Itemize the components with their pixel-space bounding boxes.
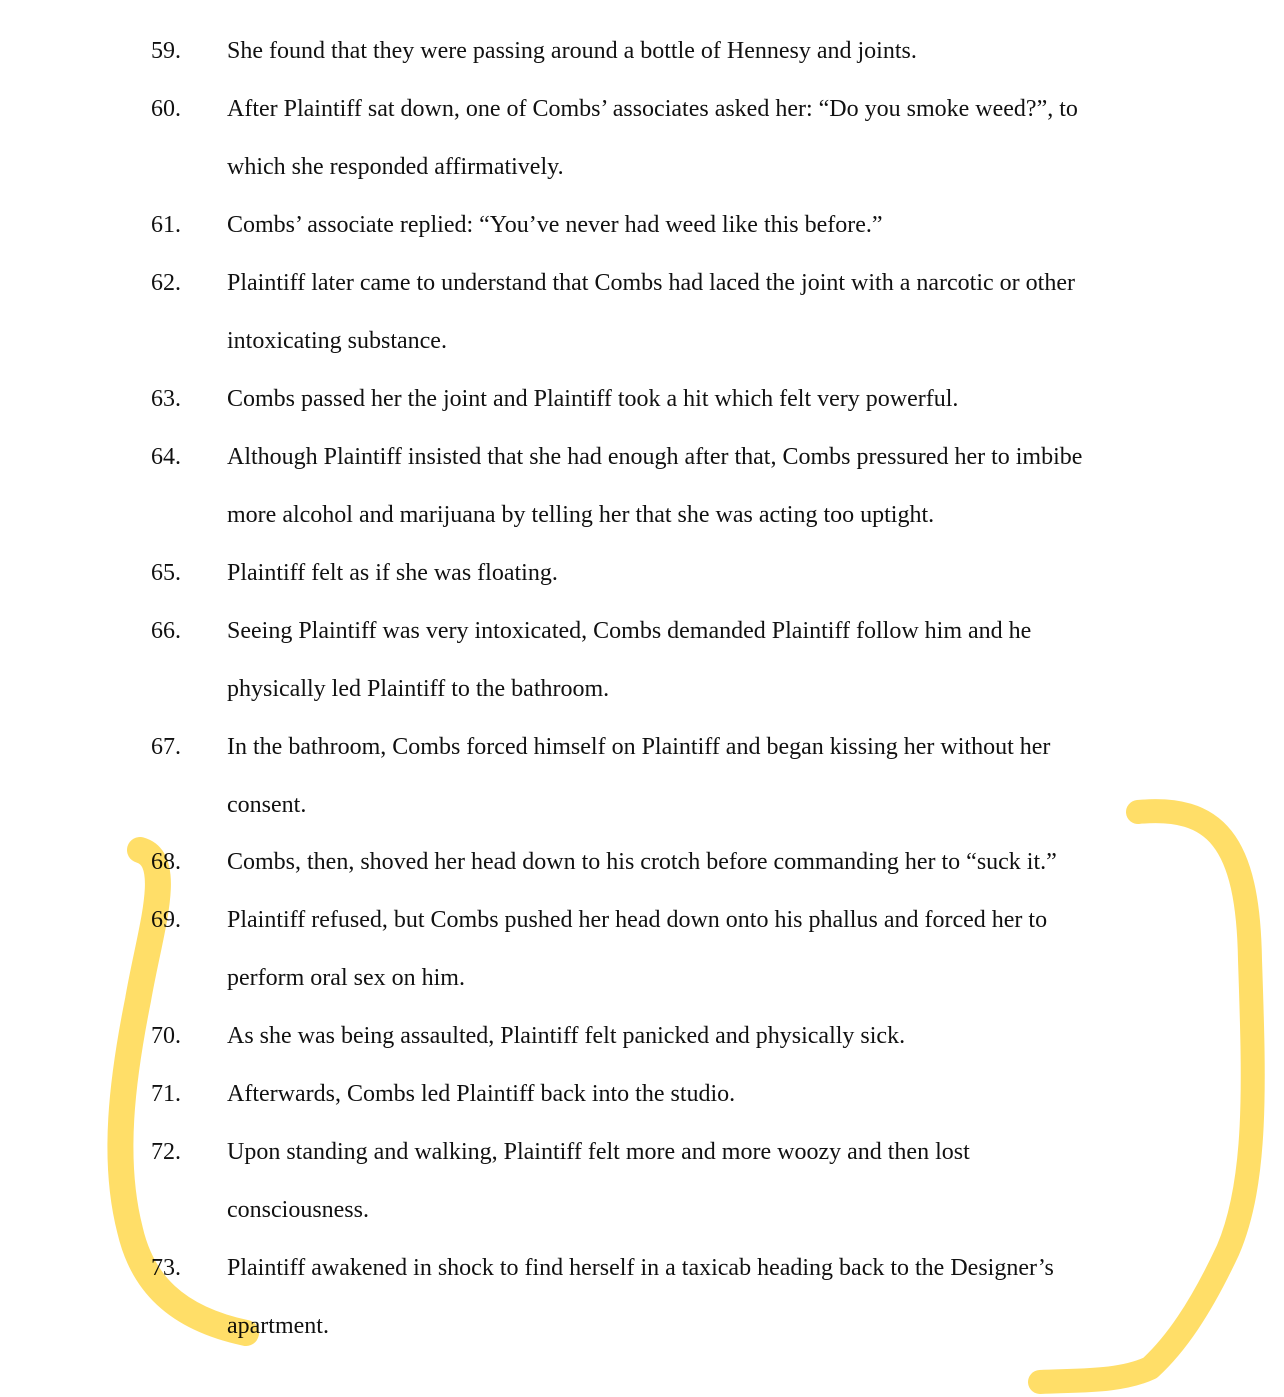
paragraph-number: 71. <box>151 1081 181 1107</box>
paragraph-number: 68. <box>151 849 181 875</box>
paragraph-line: Seeing Plaintiff was very intoxicated, Combs demanded Plaintiff follow him and he <box>227 618 1032 644</box>
paragraph-number: 73. <box>151 1255 181 1281</box>
paragraph-line: Combs, then, shoved her head down to his crotch before commanding her to “suck it.” <box>227 849 1057 875</box>
paragraph-text <box>227 1007 1147 1065</box>
paragraph-line: Although Plaintiff insisted that she had enough after that, Combs pressured her to imbibe <box>227 444 1083 470</box>
paragraph-text <box>227 370 1147 428</box>
paragraph-line: Combs passed her the joint and Plaintiff took a hit which felt very powerful. <box>227 386 959 412</box>
paragraph-number: 62. <box>151 270 181 296</box>
paragraph-line: intoxicating substance. <box>227 328 447 354</box>
paragraph-line: consent. <box>227 792 307 818</box>
paragraph-line: She found that they were passing around a bottle of Hennesy and joints. <box>227 38 917 64</box>
paragraph-line: Combs’ associate replied: “You’ve never had weed like this before.” <box>227 212 883 238</box>
paragraph-line: physically led Plaintiff to the bathroom. <box>227 676 610 702</box>
paragraph-text <box>227 1123 1147 1239</box>
paragraph-text <box>227 833 1147 891</box>
paragraph-number: 66. <box>151 618 181 644</box>
paragraph-text <box>227 718 1147 834</box>
paragraph-line: In the bathroom, Combs forced himself on Plaintiff and began kissing her without her <box>227 734 1051 760</box>
paragraph-line: Plaintiff refused, but Combs pushed her head down onto his phallus and forced her to <box>227 907 1048 933</box>
paragraph-number: 64. <box>151 444 181 470</box>
paragraph-number: 65. <box>151 560 181 586</box>
paragraph-number: 59. <box>151 38 181 64</box>
paragraph-number: 60. <box>151 96 181 122</box>
paragraph-number: 70. <box>151 1023 181 1049</box>
paragraph-number: 63. <box>151 386 181 412</box>
paragraph-text <box>227 891 1147 1007</box>
paragraph-line: As she was being assaulted, Plaintiff felt panicked and physically sick. <box>227 1023 906 1049</box>
paragraph-number: 72. <box>151 1139 181 1165</box>
paragraph-line: Plaintiff felt as if she was floating. <box>227 560 558 586</box>
paragraph-number: 69. <box>151 907 181 933</box>
paragraph-text <box>227 22 1147 80</box>
paragraph-text <box>227 428 1147 544</box>
paragraph-number: 61. <box>151 212 181 238</box>
paragraph-line: which she responded affirmatively. <box>227 154 564 180</box>
paragraph-text <box>227 1065 1147 1123</box>
paragraph-line: Upon standing and walking, Plaintiff felt more and more woozy and then lost <box>227 1139 970 1165</box>
paragraph-line: consciousness. <box>227 1197 369 1223</box>
paragraph-line: perform oral sex on him. <box>227 965 465 991</box>
paragraph-line: Plaintiff awakened in shock to find herself in a taxicab heading back to the Designer’s <box>227 1255 1054 1281</box>
paragraph-text <box>227 196 1147 254</box>
paragraph-number: 67. <box>151 734 181 760</box>
paragraph-text <box>227 602 1147 718</box>
paragraph-text <box>227 80 1147 196</box>
paragraph-line: Plaintiff later came to understand that Combs had laced the joint with a narcotic or other <box>227 270 1075 296</box>
paragraph-text <box>227 1239 1147 1355</box>
paragraph-text <box>227 544 1147 602</box>
paragraph-line: more alcohol and marijuana by telling her that she was acting too uptight. <box>227 502 935 528</box>
paragraph-line: apartment. <box>227 1313 329 1339</box>
paragraph-line: Afterwards, Combs led Plaintiff back into the studio. <box>227 1081 736 1107</box>
paragraph-text <box>227 254 1147 370</box>
paragraph-line: After Plaintiff sat down, one of Combs’ associates asked her: “Do you smoke weed?”, to <box>227 96 1078 122</box>
